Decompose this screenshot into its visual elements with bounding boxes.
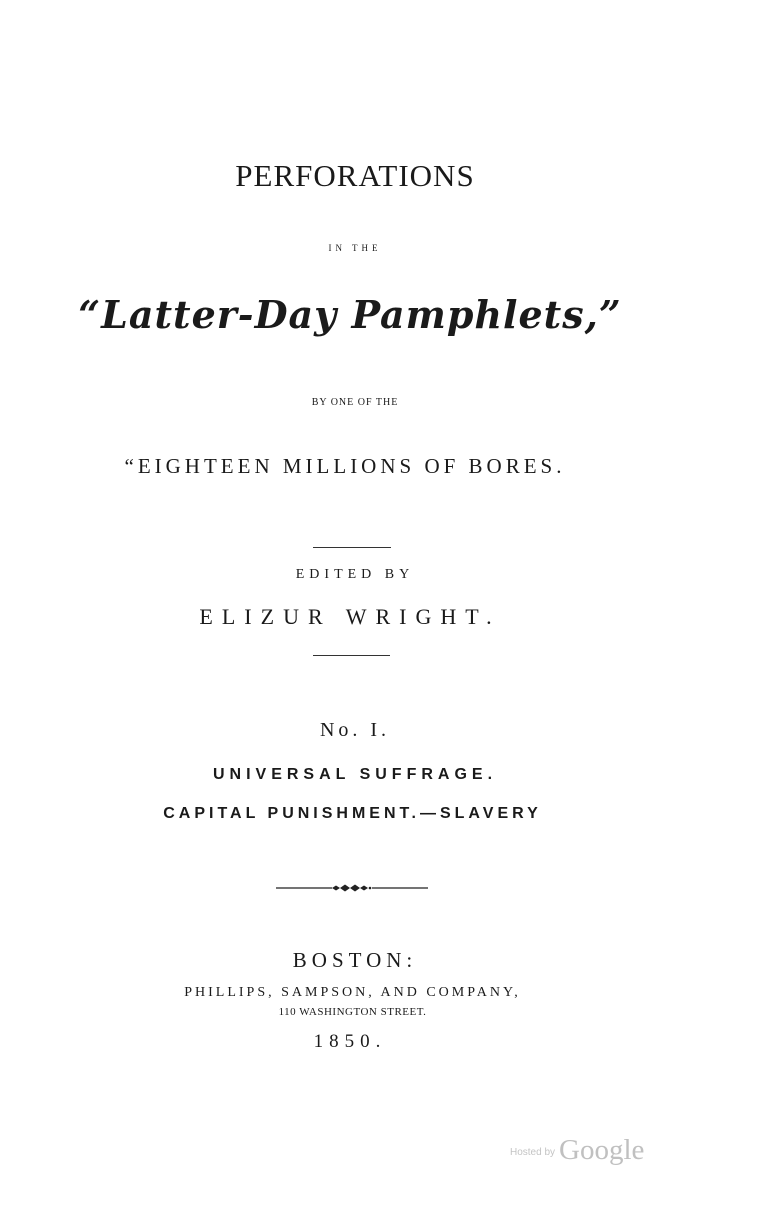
- ornament-rule-icon: [276, 881, 428, 895]
- subject-line: UNIVERSAL SUFFRAGE.: [212, 766, 498, 783]
- by-one-of-the-text: BY ONE OF THE: [311, 397, 399, 408]
- imprint-city: BOSTON:: [292, 948, 418, 972]
- in-the-text: IN THE: [328, 243, 382, 253]
- editor-name: ELIZUR WRIGHT.: [199, 604, 501, 629]
- subject-line: CAPITAL PUNISHMENT.—SLAVERY: [163, 805, 542, 822]
- edited-by-text: EDITED BY: [295, 567, 415, 582]
- divider-rule: [313, 547, 391, 548]
- imprint-address: 110 WASHINGTON STREET.: [278, 1006, 427, 1018]
- imprint-publisher: PHILLIPS, SAMPSON, AND COMPANY,: [184, 985, 521, 1000]
- divider-rule: [313, 655, 390, 656]
- series-title: “Latter-Day Pamphlets,”: [78, 292, 622, 337]
- google-watermark: [510, 1134, 644, 1166]
- author-attribution: “EIGHTEEN MILLIONS OF BORES.: [124, 454, 566, 478]
- hosted-by-text: Hosted by: [510, 1147, 556, 1158]
- imprint-year: 1850.: [313, 1031, 387, 1052]
- google-logo: Google: [559, 1134, 645, 1166]
- issue-number: No. I.: [319, 719, 391, 741]
- book-title: PERFORATIONS: [235, 158, 475, 193]
